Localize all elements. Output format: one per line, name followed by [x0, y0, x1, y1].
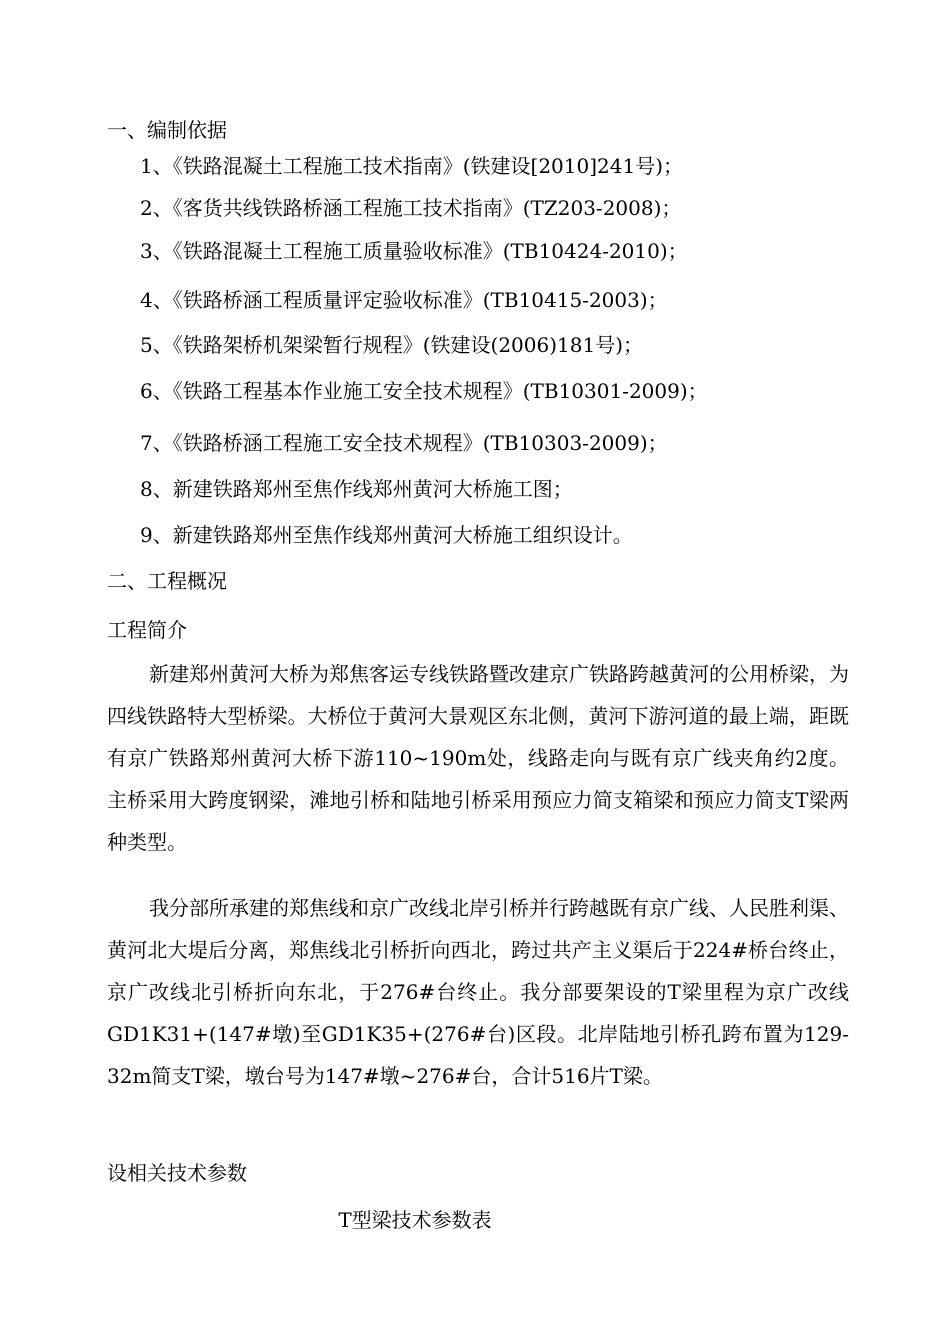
section2-heading: 二、工程概况 — [107, 569, 227, 593]
project-intro-paragraph-2: 我分部所承建的郑焦线和京广改线北岸引桥并行跨越既有京广线、人民胜利渠、黄河北大堤后分离，郑焦线北引桥折向西北，跨过共产主义渠后于224#桥台终止，京广改线北引桥折向东北，于276#台终止。我分部要架设的T梁里程为京广改线GD1K31+(147#墩)至GD1K35+(276#台)区段。北岸陆地引桥孔跨布置为129-32m简支T梁，墩台号为147#墩~276#台，合计516片T梁。 — [107, 896, 849, 1088]
project-intro-paragraph-1: 新建郑州黄河大桥为郑焦客运专线铁路暨改建京广铁路跨越黄河的公用桥梁，为四线铁路特大型桥梁。大桥位于黄河大景观区东北侧，黄河下游河道的最上端，距既有京广铁路郑州黄河大桥下游110~190m处，线路走向与既有京广线夹角约2度。主桥采用大跨度钢梁，滩地引桥和陆地引桥采用预应力简支箱梁和预应力简支T梁两种类型。 — [107, 662, 849, 854]
reference-item-6: 6、《铁路工程基本作业施工安全技术规程》(TB10301-2009)； — [140, 379, 708, 403]
reference-item-3: 3、《铁路混凝土工程施工质量验收标准》(TB10424-2010)； — [140, 239, 688, 263]
table-caption-text: T型梁技术参数表 — [338, 1208, 492, 1232]
reference-item-8: 8、新建铁路郑州至焦作线郑州黄河大桥施工图； — [140, 477, 573, 501]
reference-item-9: 9、新建铁路郑州至焦作线郑州黄河大桥施工组织设计。 — [140, 523, 633, 547]
project-intro-subheading: 工程简介 — [107, 618, 187, 642]
reference-item-7: 7、《铁路桥涵工程施工安全技术规程》(TB10303-2009)； — [140, 431, 668, 455]
table-caption — [0, 1207, 950, 1233]
reference-item-5: 5、《铁路架桥机架梁暂行规程》(铁建设(2006)181号)； — [140, 333, 644, 357]
technical-params-heading: 设相关技术参数 — [107, 1161, 247, 1185]
section1-heading: 一、编制依据 — [107, 118, 227, 142]
reference-item-2: 2、《客货共线铁路桥涵工程施工技术指南》(TZ203-2008)； — [140, 196, 682, 220]
reference-item-4: 4、《铁路桥涵工程质量评定验收标准》(TB10415-2003)； — [140, 288, 668, 312]
reference-item-1: 1、《铁路混凝土工程施工技术指南》(铁建设[2010]241号)； — [140, 154, 684, 178]
